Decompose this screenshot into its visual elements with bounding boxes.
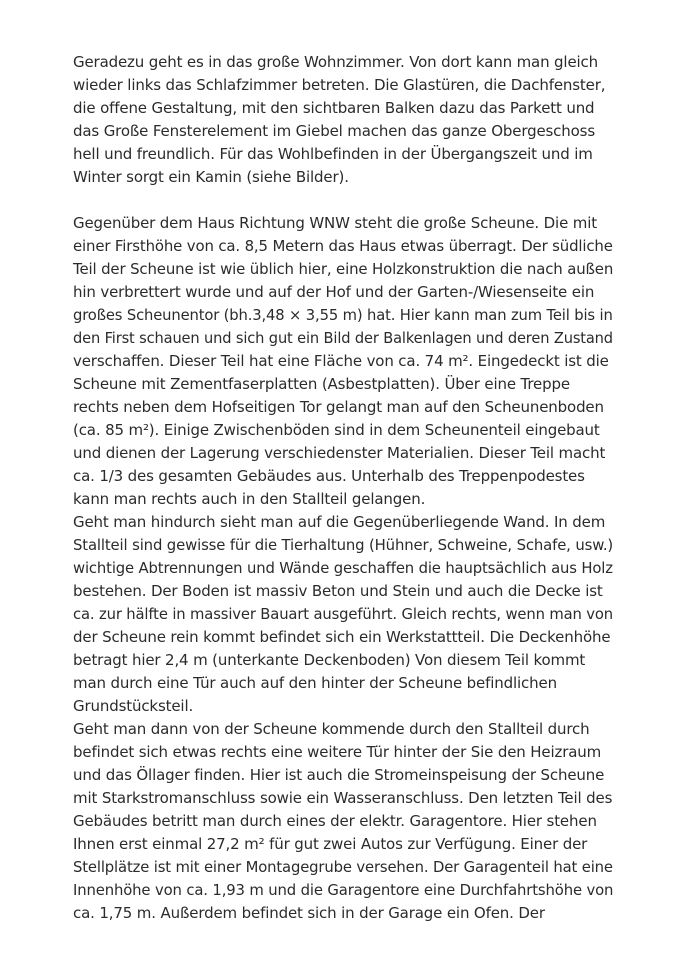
text-line: mit Starkstromanschluss sowie ein Wasseranschluss. Den letzten Teil des <box>73 789 613 807</box>
text-line: rechts neben dem Hofseitigen Tor gelangt man auf den Scheunenboden <box>73 398 604 416</box>
text-line: Scheune mit Zementfaserplatten (Asbestplatten). Über eine Treppe <box>73 375 570 393</box>
text-line: ca. 1,75 m. Außerdem befindet sich in der Garage ein Ofen. Der <box>73 904 545 922</box>
document-page <box>73 51 613 925</box>
text-line: verschaffen. Dieser Teil hat eine Fläche von ca. 74 m². Eingedeckt ist die <box>73 352 609 370</box>
text-line: Winter sorgt ein Kamin (siehe Bilder). <box>73 168 349 186</box>
text-line: ca. zur hälfte in massiver Bauart ausgeführt. Gleich rechts, wenn man von <box>73 605 614 623</box>
text-line: Gebäudes betritt man durch eines der elektr. Garagentore. Hier stehen <box>73 812 597 830</box>
text-line: großes Scheunentor (bh.3,48 × 3,55 m) hat. Hier kann man zum Teil bis in <box>73 306 613 324</box>
text-line: man durch eine Tür auch auf den hinter der Scheune befindlichen <box>73 674 557 692</box>
text-line: Innenhöhe von ca. 1,93 m und die Garagentore eine Durchfahrtshöhe von <box>73 881 614 899</box>
text-line: und dienen der Lagerung verschiedenster Materialien. Dieser Teil macht <box>73 444 606 462</box>
text-line: Stellplätze ist mit einer Montagegrube versehen. Der Garagenteil hat eine <box>73 858 613 876</box>
text-line: hin verbrettert wurde und auf der Hof und der Garten-/Wiesenseite ein <box>73 283 595 301</box>
text-line: (ca. 85 m²). Einige Zwischenböden sind in dem Scheunenteil eingebaut <box>73 421 600 439</box>
paragraph-stallteil <box>73 511 613 718</box>
text-line: hell und freundlich. Für das Wohlbefinden in der Übergangszeit und im <box>73 145 593 163</box>
text-line: und das Öllager finden. Hier ist auch die Stromeinspeisung der Scheune <box>73 766 605 784</box>
paragraph-spacer <box>73 189 613 212</box>
text-line: Grundstücksteil. <box>73 697 194 715</box>
text-line: Geht man dann von der Scheune kommende durch den Stallteil durch <box>73 720 590 738</box>
text-line: wieder links das Schlafzimmer betreten. Die Glastüren, die Dachfenster, <box>73 76 606 94</box>
text-line: ca. 1/3 des gesamten Gebäudes aus. Unterhalb des Treppenpodestes <box>73 467 585 485</box>
paragraph-garage <box>73 718 613 925</box>
text-line: Ihnen erst einmal 27,2 m² für gut zwei Autos zur Verfügung. Einer der <box>73 835 588 853</box>
paragraph-scheune <box>73 212 613 511</box>
text-line: betragt hier 2,4 m (unterkante Deckenboden) Von diesem Teil kommt <box>73 651 586 669</box>
text-line: einer Firsthöhe von ca. 8,5 Metern das Haus etwas überragt. Der südliche <box>73 237 613 255</box>
text-line: Stallteil sind gewisse für die Tierhaltung (Hühner, Schweine, Schafe, usw.) <box>73 536 614 554</box>
text-line: wichtige Abtrennungen und Wände geschaffen die hauptsächlich aus Holz <box>73 559 613 577</box>
text-line: den First schauen und sich gut ein Bild der Balkenlagen und deren Zustand <box>73 329 613 347</box>
text-line: die offene Gestaltung, mit den sichtbaren Balken dazu das Parkett und <box>73 99 595 117</box>
text-line: bestehen. Der Boden ist massiv Beton und Stein und auch die Decke ist <box>73 582 603 600</box>
text-line: kann man rechts auch in den Stallteil gelangen. <box>73 490 426 508</box>
text-line: Geht man hindurch sieht man auf die Gegenüberliegende Wand. In dem <box>73 513 606 531</box>
paragraph-wohnzimmer <box>73 51 613 189</box>
text-line: Teil der Scheune ist wie üblich hier, eine Holzkonstruktion die nach außen <box>73 260 614 278</box>
text-line: das Große Fensterelement im Giebel machen das ganze Obergeschoss <box>73 122 595 140</box>
text-line: Geradezu geht es in das große Wohnzimmer. Von dort kann man gleich <box>73 53 598 71</box>
text-line: befindet sich etwas rechts eine weitere Tür hinter der Sie den Heizraum <box>73 743 602 761</box>
text-line: Gegenüber dem Haus Richtung WNW steht die große Scheune. Die mit <box>73 214 597 232</box>
text-line: der Scheune rein kommt befindet sich ein Werkstattteil. Die Deckenhöhe <box>73 628 611 646</box>
